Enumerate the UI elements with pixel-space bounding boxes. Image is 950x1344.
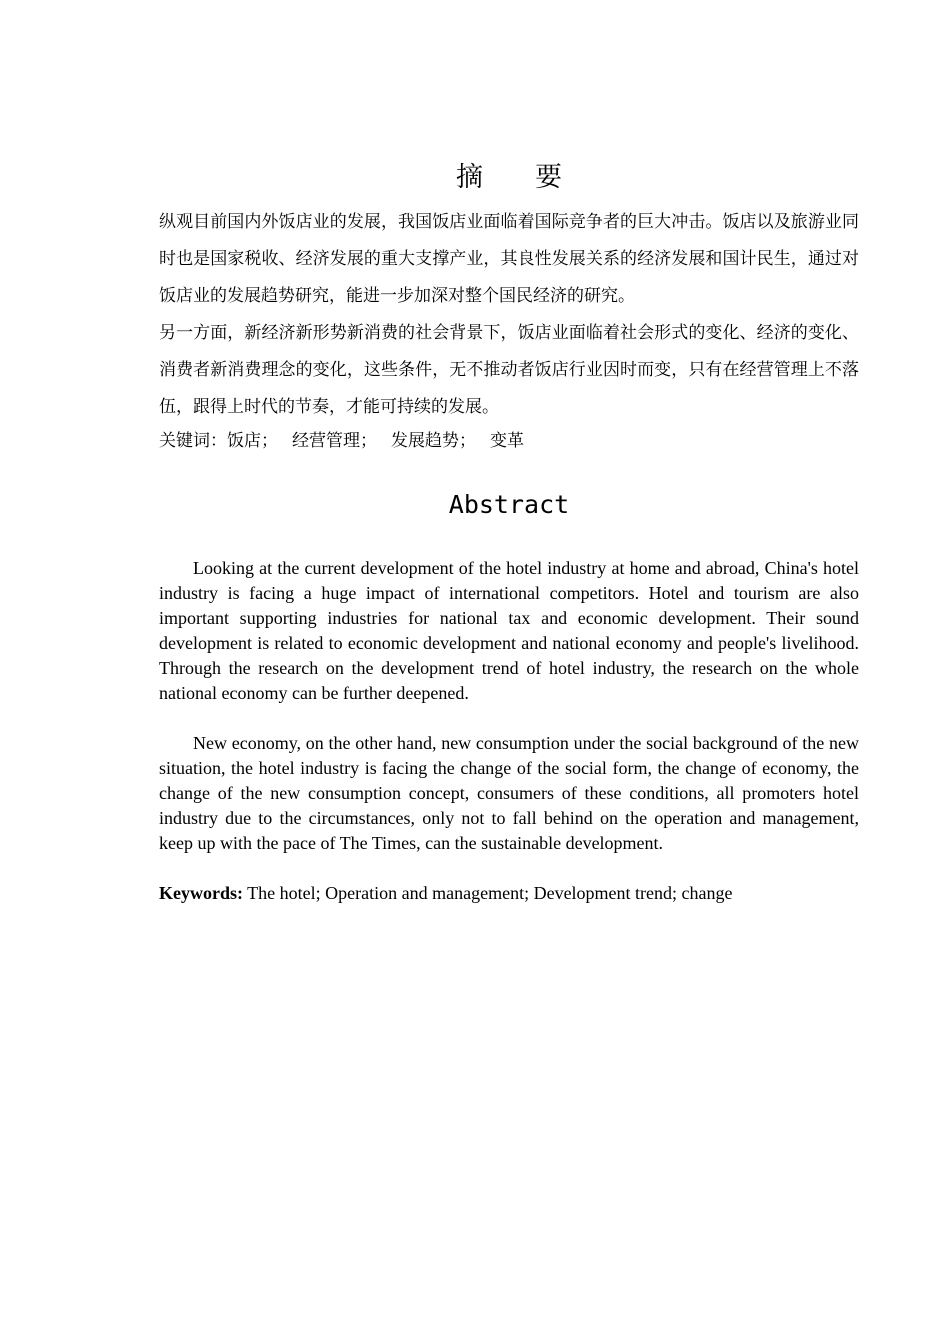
en-keywords-label: Keywords: xyxy=(159,883,243,903)
cn-abstract-title: 摘要 xyxy=(456,162,614,193)
en-keywords-line xyxy=(159,881,859,906)
cn-abstract-paragraph-1: 纵观目前国内外饭店业的发展，我国饭店业面临着国际竞争者的巨大冲击。饭店以及旅游业同时也是国家税收、经济发展的重大支撑产业，其良性发展关系的经济发展和国计民生，通过对饭店业的发展趋势研究，能进一步加深对整个国民经济的研究。 xyxy=(159,212,859,306)
cn-keyword: 饭店； xyxy=(227,431,278,451)
cn-keyword: 发展趋势； xyxy=(391,431,476,451)
cn-keyword: 变革 xyxy=(490,431,524,451)
cn-keyword: 经营管理； xyxy=(292,431,377,451)
cn-keywords-label: 关键词： xyxy=(159,431,227,451)
en-abstract-paragraph-1: Looking at the current development of the hotel industry at home and abroad, China's hotel industry is facing a huge impact of international competitors. Hotel and tourism are also important supporting industries for national tax and economic development. Their sound development is related to economic development and national economy and people's livelihood. Through the research on the development trend of hotel industry, the research on the whole national economy can be further deepened. xyxy=(159,558,859,703)
en-abstract-paragraph-2: New economy, on the other hand, new consumption under the social background of the new situation, the hotel industry is facing the change of the social form, the change of economy, the change of the new consumption concept, consumers of these conditions, all promoters hotel industry due to the circumstances, only not to fall behind on the operation and management, keep up with the pace of The Times, can the sustainable development. xyxy=(159,733,859,853)
en-keywords-text: The hotel; Operation and management; Development trend; change xyxy=(243,883,733,903)
cn-abstract-paragraph-2: 另一方面，新经济新形势新消费的社会背景下，饭店业面临着社会形式的变化、经济的变化、消费者新消费理念的变化，这些条件，无不推动者饭店行业因时而变，只有在经营管理上不落伍，跟得上时代的节奏，才能可持续的发展。 xyxy=(159,323,859,417)
en-abstract-title: Abstract xyxy=(448,490,570,519)
abstract-content xyxy=(159,150,859,906)
cn-keywords-line xyxy=(159,426,859,456)
